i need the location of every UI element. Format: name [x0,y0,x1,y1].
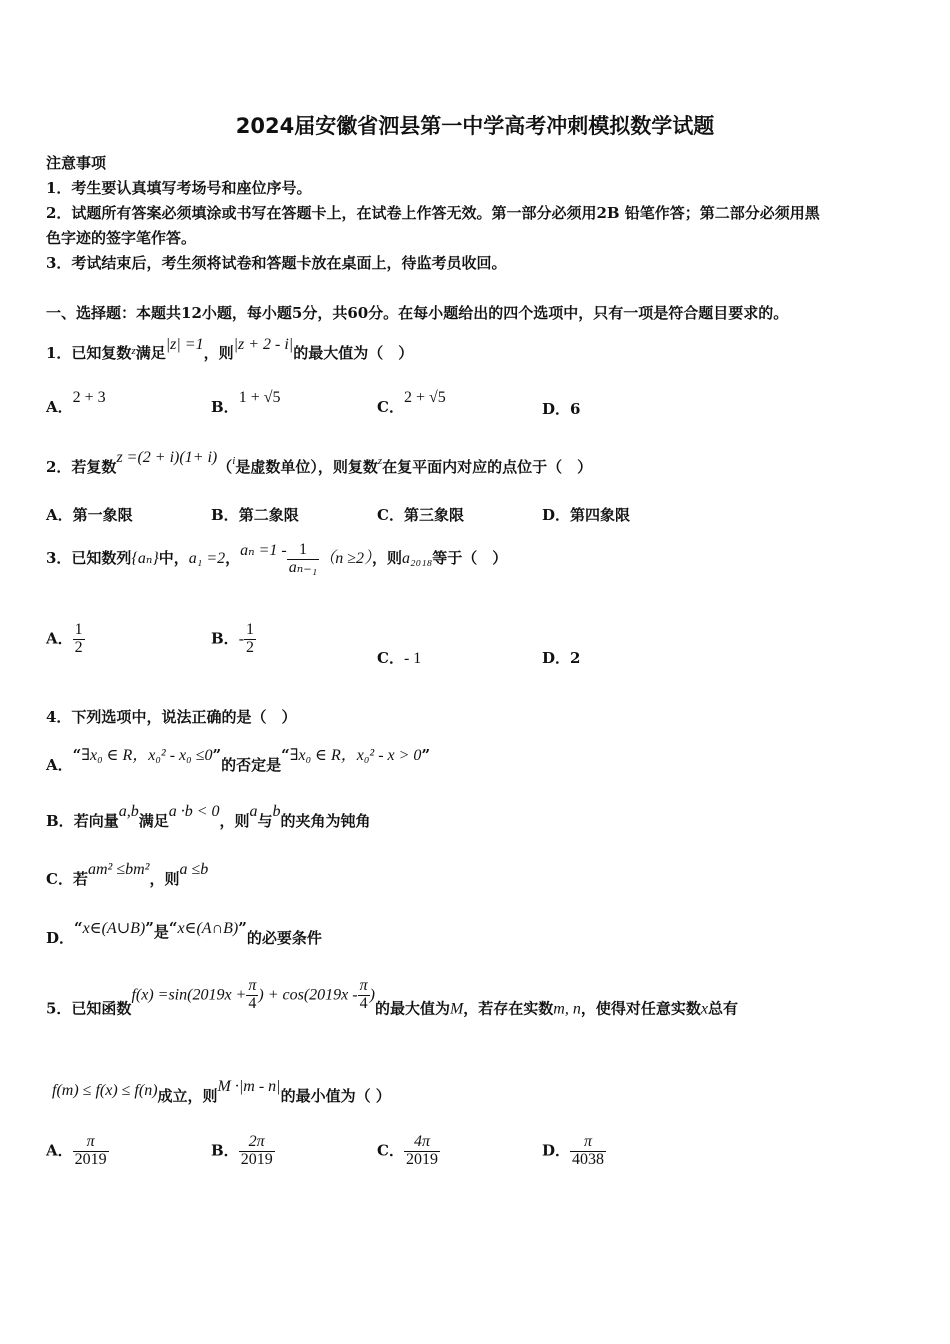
q3-option-c[interactable] [377,647,421,668]
page-title: 2024届安徽省泗县第一中学高考冲刺模拟数学试题 [235,114,715,138]
q4-d-quote-1: “ [74,919,83,937]
q5-frac-1-num: π [248,977,257,994]
question-1 [46,336,413,363]
q3-option-b[interactable] [211,622,256,657]
q3-option-a-label: A． [46,629,73,648]
q2-option-b[interactable] [211,504,299,525]
q4-c-mid: ，则 [149,870,180,888]
q4-option-d[interactable] [46,918,322,948]
q1-pre: 1．已知复数 [46,344,132,362]
q5-frac-2-num: π [359,977,368,994]
q5-post: 的最小值为（ ） [280,1087,391,1105]
q5-option-a-label: A． [46,1141,73,1160]
q5-frac-1-den: 4 [246,995,258,1013]
q5-option-c-den: 2019 [405,1150,438,1168]
q5-option-b-den: 2019 [240,1150,273,1168]
q5-frac-2 [358,978,370,1013]
q2-var: z [377,455,383,467]
q3-option-d[interactable] [542,647,580,668]
q3-pre: 3．已知数列 [46,549,132,567]
notice-item-1: 1．考生要认真填写考场号和座位序号。 [46,179,312,197]
section-header: 一、选择题：本题共12小题，每小题5分，共60分。在每小题给出的四个选项中，只有一项是符合题目要求的。 [46,304,789,322]
q4-option-a-label: A． [46,756,73,774]
q3-target: a₂₀₁₈ [402,550,433,567]
q5-x: x [700,1000,708,1018]
q2-option-b-value: 第二象限 [238,506,299,524]
q1-option-a-label: A． [46,398,73,416]
q5-option-c-label: C． [377,1141,404,1160]
q3-seq: {aₙ} [131,550,159,567]
q5-option-a-fraction [73,1134,109,1169]
q2-option-b-label: B． [211,506,239,524]
question-3 [46,540,507,576]
q1-option-b-label: B． [211,398,239,416]
q5-option-b-fraction [239,1134,275,1169]
q2-option-a-label: A． [46,506,73,524]
q3-option-b-label: B． [211,629,239,648]
q3-mid1: 中， [158,549,189,567]
q3-comma: ， [225,549,241,567]
q4-b-ab: a,b [118,803,139,820]
q5-frac-1 [246,978,258,1013]
notice-item-3: 3．考试结束后，考生须将试卷和答题卡放在桌面上，待监考员收回。 [46,254,507,272]
q1-option-d-label: D． [542,400,571,418]
q5-option-d-fraction [570,1134,606,1169]
q2-option-c-label: C． [377,506,404,524]
q2-expr: z =(2 + i)(1+ i) [116,449,218,466]
q3-an-den: aₙ₋₁ [288,558,318,576]
q4-option-d-label: D． [46,929,75,947]
q2-option-d-value: 第四象限 [570,506,631,524]
q5-option-b-label: B． [211,1141,239,1160]
q5-func-right: ) [369,986,375,1004]
q4-b-cond: a ·b < 0 [168,803,220,820]
q5-mid5: 成立，则 [157,1087,218,1105]
q5-option-b[interactable] [211,1134,275,1169]
q1-option-d-value: 6 [570,400,581,418]
q3-option-d-label: D． [542,649,571,667]
q4-d-post: 的必要条件 [246,929,322,947]
notice-item-2: 2．试题所有答案必须填涂或书写在答题卡上，在试卷上作答无效。第一部分必须用2B 铅笔作答；第二部分必须用黑 [46,204,820,222]
q4-d-mid: 是 [153,923,169,941]
q3-option-b-den: 2 [246,638,255,656]
q3-mid2: ，则 [372,549,403,567]
q5-option-a-den: 2019 [74,1150,107,1168]
q4-b-mid2: ，则 [219,812,250,830]
q2-i: i [232,455,236,467]
q1-option-a-value: 2 + 3 [72,389,106,406]
q2-post: 在复平面内对应的点位于（ ） [382,458,593,476]
q3-cond: （n ≥2） [319,550,373,567]
q4-c-res: a ≤b [179,861,209,878]
q2-paren: （ [217,458,233,476]
q4-b-a: a [249,803,258,820]
q5-mid1: 的最大值为 [374,999,450,1018]
q1-option-b-value: 1 + √5 [238,389,281,406]
q2-option-d-label: D． [542,506,571,524]
q3-an-left: aₙ =1 - [240,542,287,559]
question-2 [46,448,592,477]
q4-b-pre: 若向量 [73,812,119,830]
q4-b-b: b [272,803,281,820]
q4-a-expr-2: ∃x₀ ∈ R，x₀² - x > 0 [289,747,422,764]
question-5-line-1 [46,978,738,1018]
q4-option-c-label: C． [46,870,73,888]
q4-b-post: 的夹角为钝角 [280,812,371,830]
q4-option-a[interactable] [46,742,430,775]
q5-pre: 5．已知函数 [46,999,132,1018]
q3-option-b-num: 1 [246,621,255,638]
q4-c-pre: 若 [72,870,88,888]
q1-expr: |z + 2 - i| [233,336,294,353]
q4-a-quote-4: ” [421,746,431,764]
q1-cond: |z| =1 [165,336,204,353]
q5-option-d[interactable] [542,1134,606,1169]
q1-option-a[interactable] [46,388,106,417]
q5-mn: m, n [553,1000,581,1018]
q1-mid2: ，则 [203,344,234,362]
q5-mid4: 总有 [707,999,738,1018]
q4-a-quote-2: ” [212,746,222,764]
q3-option-a-den: 2 [74,638,83,656]
question-5-line-2 [52,1078,391,1106]
q5-option-b-num: 2π [248,1133,265,1150]
q5-expr: M ·|m - n| [217,1078,281,1095]
q4-b-mid1: 满足 [138,812,169,830]
q5-mid2: ，若存在实数 [463,999,554,1018]
q2-option-d[interactable] [542,504,630,525]
q3-a1: a₁ =2 [188,550,226,567]
q5-option-a-num: π [86,1133,95,1150]
q5-option-c[interactable] [377,1134,440,1169]
q5-option-a[interactable] [46,1134,109,1169]
q4-option-c[interactable] [46,860,208,889]
q3-option-b-sign: - [238,630,245,648]
q2-mid: 是虚数单位），则复数 [235,458,378,476]
q3-option-c-label: C． [377,649,404,667]
q3-option-a-num: 1 [74,621,83,638]
q4-option-b[interactable] [46,802,371,831]
q1-option-c-value: 2 + √5 [403,389,446,406]
q1-mid1: 满足 [135,344,166,362]
q3-post: 等于（ ） [432,549,508,567]
q1-option-c[interactable] [377,388,446,417]
q5-option-c-num: 4π [413,1133,430,1150]
q4-a-quote-1: “ [72,746,82,764]
q2-pre: 2．若复数 [46,458,117,476]
q5-option-d-den: 4038 [572,1150,605,1168]
q4-a-expr-1: ∃x₀ ∈ R，x₀² - x₀ ≤0 [81,747,213,764]
q3-option-b-fraction [244,622,256,657]
q5-option-d-num: π [584,1133,593,1150]
q3-an-num: 1 [298,540,307,558]
notice-heading: 注意事项 [46,154,107,172]
notice-item-2-cont: 色字迹的签字笔作答。 [46,229,197,247]
q2-option-a-value: 第一象限 [72,506,133,524]
q1-var: z [131,345,136,357]
q3-option-a[interactable] [46,622,85,657]
q3-option-c-value: - 1 [403,650,422,667]
q4-d-expr-2: x∈(A∩B) [177,920,239,937]
q5-frac-2-den: 4 [358,995,370,1013]
q3-an-fraction [287,542,320,577]
q1-option-c-label: C． [377,398,404,416]
q4-d-quote-4: ” [238,919,247,937]
q3-option-d-value: 2 [570,649,581,667]
q4-a-mid: 的否定是 [221,756,282,774]
q2-option-c[interactable] [377,504,464,525]
q4-d-expr-1: x∈(A∪B) [82,920,146,937]
q4-d-quote-2: ” [145,919,154,937]
q1-option-d[interactable] [542,398,580,419]
q5-option-c-fraction [404,1134,440,1169]
q1-post: 的最大值为（ ） [293,344,414,362]
question-4-stem: 4．下列选项中，说法正确的是（ ） [46,708,297,726]
q4-a-quote-3: “ [281,746,290,764]
q4-d-quote-3: “ [168,919,178,937]
q3-option-a-fraction [73,622,85,657]
q4-b-mid3: 与 [257,812,273,830]
q5-func-mid: ) + cos(2019x - [258,986,358,1004]
q5-option-d-label: D． [542,1141,571,1160]
q2-option-a[interactable] [46,504,133,525]
q5-func-left: f(x) =sin(2019x + [131,986,247,1004]
q4-c-cond: am² ≤bm² [87,861,150,878]
q5-mid3: ，使得对任意实数 [580,999,701,1018]
q5-ineq: f(m) ≤ f(x) ≤ f(n) [52,1082,158,1099]
q4-option-b-label: B． [46,812,74,830]
q2-option-c-value: 第三象限 [403,506,464,524]
q1-option-b[interactable] [211,388,281,417]
q5-M: M [449,1000,464,1018]
